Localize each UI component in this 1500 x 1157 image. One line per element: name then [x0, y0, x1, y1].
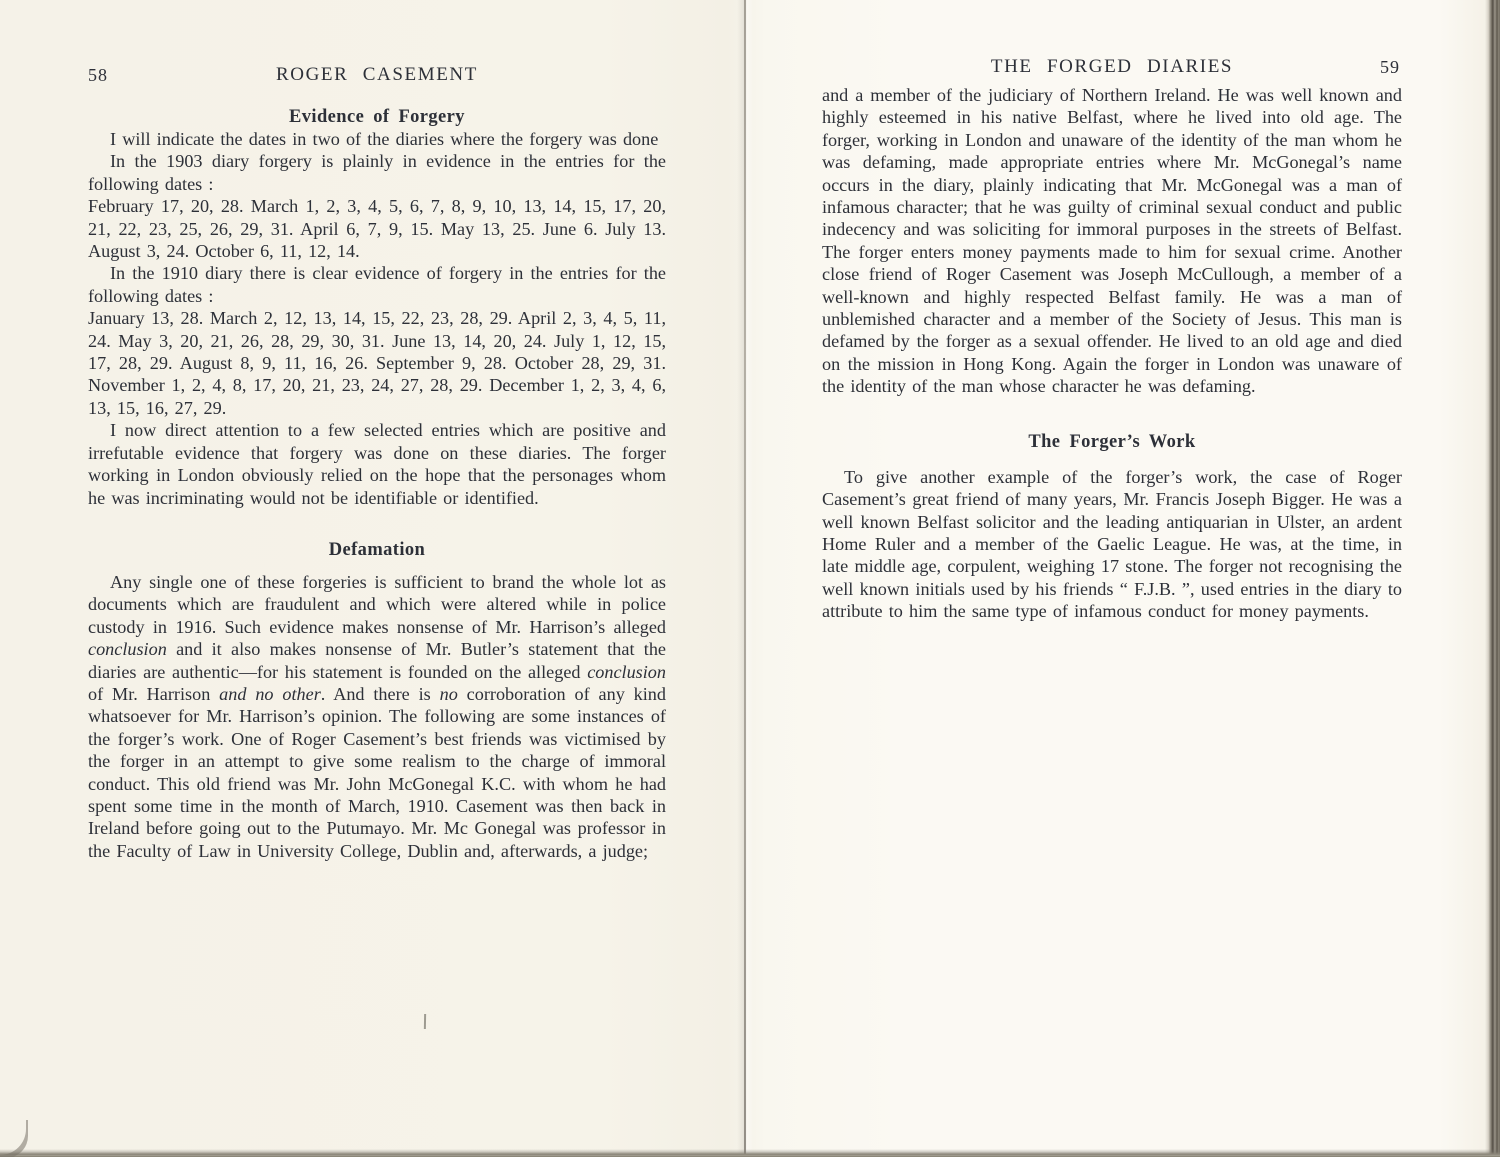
paragraph-1903-diary: In the 1903 diary forgery is plainly in evidence in the entries for the following dates :	[88, 151, 666, 194]
right-page	[822, 56, 1402, 623]
running-header-left: ROGER CASEMENT	[276, 64, 478, 85]
date-list-1910: January 13, 28. March 2, 12, 13, 14, 15, 22, 23, 28, 29. April 2, 3, 4, 5, 11, 24. May 3, 20, 21, 26, 28, 29, 30, 31. June 13, 14, 20, 24. July 1, 12, 15, 17, 28, 29. August 8, 9, 11, 16, 26. September 9, 28. October 28, 29, 31. November 1, 2, 4, 8, 17, 20, 21, 23, 24, 27, 28, 29. December 1, 2, 3, 4, 6, 13, 15, 16, 27, 29.	[88, 308, 666, 418]
paragraph-continuation: and a member of the judiciary of Northern Ireland. He was well known and highly esteemed in his native Belfast, where he lived into old age. The forger, working in London and unaware of the identity of the man whom he was defaming, made appropriate entries where Mr. McGonegal’s name occurs in the diary, plainly indicating that Mr. McGonegal was a man of infamous character; that he was guilty of criminal sexual conduct and public indecency and was soliciting for immoral purposes in the streets of Belfast. The forger enters money payments made to him for sexual crime. Another close friend of Roger Casement was Joseph McCullough, a member of a well-known and highly respected Belfast family. He was a man of unblemished character and a member of the Society of Jesus. This man is defamed by the forger as a sexual offender. He lived to an old age and died on the mission in Hong Kong. Again the forger in London was unaware of the identity of the man whose character he was defaming.	[822, 85, 1402, 397]
left-page-header	[88, 64, 666, 92]
heading-forgers-work: The Forger’s Work	[1028, 431, 1196, 452]
page-number-right: 59	[1380, 57, 1400, 77]
paragraph-forgers-work: To give another example of the forger’s work, the case of Roger Casement’s great friend of many years, Mr. Francis Joseph Bigger. He was a well known Belfast solicitor and the leading antiquarian in Ulster, an ardent Home Ruler and a member of the Gaelic League. He was, at the time, in late middle age, corpulent, weighing 17 stone. The forger not recognising the well known initials used by his friends “ F.J.B. ”, used entries in the diary to attribute to him the same type of infamous conduct for money payments.	[822, 466, 1402, 622]
heading-evidence-of-forgery: Evidence of Forgery	[289, 107, 465, 127]
running-header-right: THE FORGED DIARIES	[990, 56, 1234, 77]
paragraph-direct-attention: I now direct attention to a few selected entries which are positive and irrefutable evidence that forgery was done on these diaries. The forger working in London obviously relied on the hope that the personages whom he was incriminating would not be identifiable or identified.	[88, 420, 666, 508]
page-edge-bottom	[0, 1149, 1500, 1157]
right-page-header	[822, 56, 1402, 84]
book-gutter-fold	[737, 0, 753, 1157]
page-edge-right	[1485, 0, 1500, 1157]
paragraph-defamation: Any single one of these forgeries is sufficient to brand the whole lot as documents which are fraudulent and which were altered while in police custody in 1916. Such evidence makes nonsense of Mr. Harrison’s alleged conclusion and it also makes nonsense of Mr. Butler’s statement that the diaries are authentic—for his statement is founded on the alleged conclusion of Mr. Harrison and no other. And there is no corroboration of any kind whatsoever for Mr. Harrison’s opinion. The following are some instances of the forger’s work. One of Roger Casement’s best friends was victimised by the forger in an attempt to give some realism to the charge of immoral conduct. This old friend was Mr. John McGonegal K.C. with whom he had spent some time in the month of March, 1910. Casement was then back in Ireland before going out to the Putumayo. Mr. Mc Gonegal was professor in the Faculty of Law in University College, Dublin and, afterwards, a judge;	[88, 571, 666, 861]
left-page	[88, 64, 666, 862]
stray-ink-mark	[424, 1014, 426, 1029]
date-list-1903: February 17, 20, 28. March 1, 2, 3, 4, 5, 6, 7, 8, 9, 10, 13, 14, 15, 17, 20, 21, 22, 23, 25, 26, 29, 31. April 6, 7, 9, 15. May 13, 25. June 6. July 13. August 3, 24. October 6, 11, 12, 14.	[88, 196, 666, 262]
heading-defamation: Defamation	[328, 539, 426, 560]
paragraph-intro: I will indicate the dates in two of the diaries where the forgery was done	[110, 129, 659, 149]
paragraph-1910-diary: In the 1910 diary there is clear evidence of forgery in the entries for the following dates :	[88, 263, 666, 306]
page-number-left: 58	[88, 65, 108, 85]
